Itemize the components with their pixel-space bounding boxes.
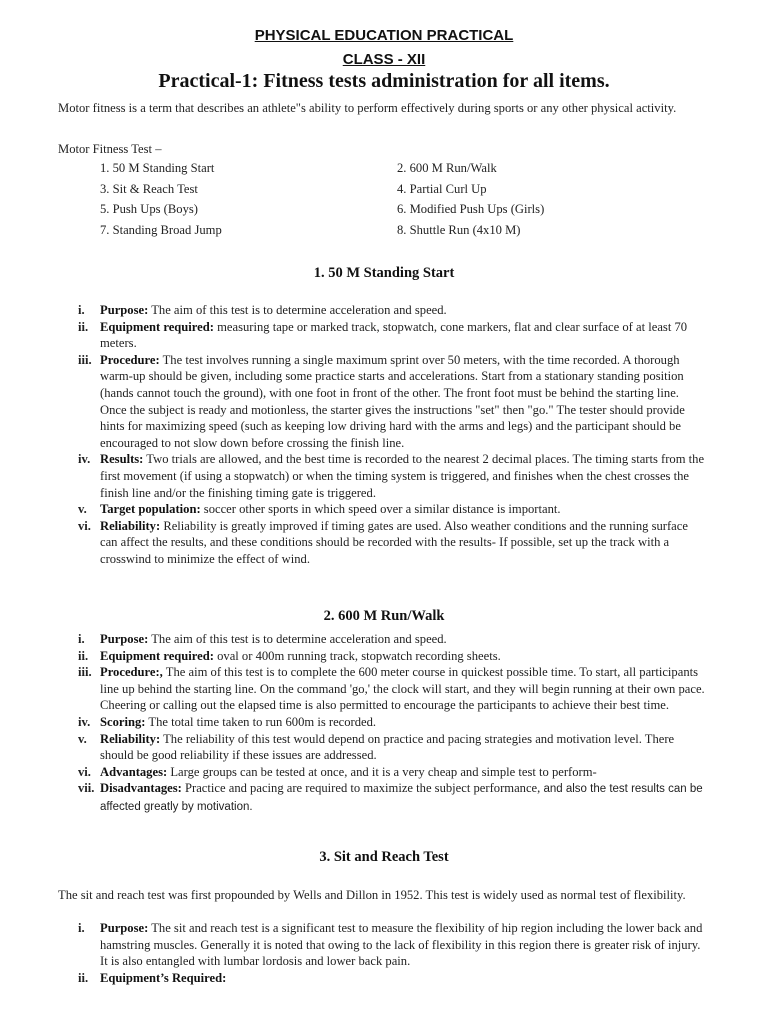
list-item — [58, 920, 708, 970]
list-item-text-tail: and also the test results can be affected greatly by motivation. — [100, 783, 703, 813]
list-item-label: Scoring: — [100, 714, 146, 729]
list-item-label: Procedure:, — [100, 665, 163, 680]
list-item-text: Practice and pacing are required to maximize the subject performance, — [181, 781, 541, 796]
list-item-label: Reliability: — [100, 518, 161, 533]
list-item-number: iv. — [78, 714, 91, 729]
list-item-label: Purpose: — [100, 921, 149, 935]
section-3-intro: The sit and reach test was first propounded by Wells and Dillon in 1952. This test is widely used as normal test of flexibility. — [58, 888, 686, 902]
list-item — [58, 352, 708, 452]
list-item-text: The aim of this test is to complete the 600 meter course in quickest possible time. To start, all participants line up behind the starting line. On the command 'go,' the clock will start, and they will begin running at their own pace. Cheering or calling out the elapsed time is also permitted to encourage the participants to achieve their best time. — [100, 665, 705, 713]
list-item-number: i. — [78, 921, 85, 935]
intro-paragraph: Motor fitness is a term that describes an athlete"s ability to perform effectively during sports or any other physical activity. — [58, 101, 677, 115]
header-subject: PHYSICAL EDUCATION PRACTICAL — [254, 27, 514, 44]
list-item-label: Procedure: — [100, 352, 160, 367]
list-item-number: ii. — [78, 648, 89, 663]
list-item-number: iii. — [78, 352, 92, 367]
list-item-text: The sit and reach test is a significant test to measure the flexibility of hip region including the lower back and hamstring muscles. Generally it is noted that owing to the lack of flexibility in this region there is greater risk of injury. It is also entangled with lumbar lordosis and lower back pain. — [100, 921, 703, 969]
list-item-label: Equipment required: — [100, 648, 214, 663]
list-item — [58, 970, 708, 987]
list-item-number: i. — [78, 303, 85, 317]
list-item — [58, 714, 708, 731]
list-item-text: Two trials are allowed, and the best time is recorded to the nearest 2 decimal places. The timing starts from the first movement (if using a stopwatch) or when the timing system is triggered, and finishes when the chest crosses the finish line and/or the finishing timing gate is triggered. — [100, 452, 705, 500]
list-item-label: Purpose: — [100, 303, 149, 317]
list-item-number: v. — [78, 502, 87, 517]
list-item-text: oval or 400m running track, stopwatch recording sheets. — [213, 648, 501, 663]
list-item-label: Target population: — [100, 502, 201, 517]
list-item — [58, 731, 708, 764]
list-item-text: measuring tape or marked track, stopwatch, cone markers, flat and clear surface of at least 70 meters. — [100, 319, 688, 351]
section-title-50m-standing-start: 1. 50 M Standing Start — [313, 265, 455, 281]
list-item-label: Equipment required: — [100, 319, 214, 334]
test-item: 2. 600 M Run/Walk — [397, 161, 497, 175]
list-item — [58, 501, 708, 518]
list-item — [58, 302, 708, 319]
list-item-label: Reliability: — [100, 731, 161, 746]
list-item-label: Equipment’s Required: — [100, 970, 227, 985]
list-item-text: Large groups can be tested at once, and it is a very cheap and simple test to perform- — [167, 764, 597, 779]
list-item — [58, 664, 708, 714]
list-item — [58, 764, 708, 781]
test-item: 4. Partial Curl Up — [397, 181, 487, 196]
section-1-list — [58, 302, 708, 568]
list-item-text: The reliability of this test would depend on practice and pacing strategies and motivation level. There should be good reliability if these issues are addressed. — [100, 731, 675, 763]
list-item-text: The aim of this test is to determine acceleration and speed. — [148, 303, 447, 317]
test-item: 3. Sit & Reach Test — [100, 181, 198, 196]
list-item-text: soccer other sports in which speed over a similar distance is important. — [200, 502, 561, 517]
list-item — [58, 518, 708, 568]
list-item-number: i. — [78, 632, 85, 646]
list-item-number: vi. — [78, 518, 91, 533]
list-item-label: Disadvantages: — [100, 781, 182, 796]
list-item-text: The aim of this test is to determine acceleration and speed. — [148, 632, 447, 646]
list-item-number: iv. — [78, 452, 91, 467]
list-item-number: ii. — [78, 970, 89, 985]
section-title-600m-run-walk: 2. 600 M Run/Walk — [323, 608, 445, 624]
header-class: CLASS - XII — [342, 51, 426, 68]
list-item-number: ii. — [78, 319, 89, 334]
list-item-text: Reliability is greatly improved if timing gates are used. Also weather conditions and the running surface can affect the results, and these conditions should be recorded with the results- If possible, set up the track with a crosswind to minimize the effect of wind. — [100, 518, 688, 566]
list-item-label: Purpose: — [100, 632, 149, 646]
list-item-label: Advantages: — [100, 764, 168, 779]
list-item-text: The total time taken to run 600m is recorded. — [145, 714, 377, 729]
list-item — [58, 451, 708, 501]
motor-fitness-test-label: Motor Fitness Test – — [58, 142, 162, 156]
section-2-list — [58, 631, 708, 816]
test-item: 8. Shuttle Run (4x10 M) — [397, 222, 521, 237]
list-item — [58, 319, 708, 352]
list-item-number: v. — [78, 731, 87, 746]
list-item-label: Results: — [100, 452, 144, 467]
list-item-number: iii. — [78, 665, 92, 680]
test-item: 7. Standing Broad Jump — [100, 222, 222, 237]
section-3-list — [58, 920, 708, 986]
list-item-text: The test involves running a single maximum sprint over 50 meters, with the time recorded. A thorough warm-up should be given, including some practice starts and accelerations. Start from a stationary standing position (hands cannot touch the ground), with one foot in front of the other. The front foot must be behind the starting line. Once the subject is ready and motionless, the starter gives the instructions "set" then "go." The tester should provide hints for maximizing speed (such as keeping low driving hard with the arms and legs) and the participant should be encouraged to not slow down before crossing the finish line. — [100, 352, 685, 450]
list-item — [58, 631, 708, 648]
list-item — [58, 780, 708, 815]
list-item-number: vi. — [78, 764, 91, 779]
practical-title: Practical-1: Fitness tests administration for all items. — [158, 70, 610, 92]
list-item-number: vii. — [78, 781, 95, 796]
test-item: 5. Push Ups (Boys) — [100, 202, 198, 217]
test-item: 6. Modified Push Ups (Girls) — [397, 202, 545, 217]
test-item: 1. 50 M Standing Start — [100, 161, 215, 175]
list-item — [58, 648, 708, 665]
section-title-sit-and-reach: 3. Sit and Reach Test — [319, 849, 449, 865]
motor-fitness-test-list — [100, 160, 580, 238]
